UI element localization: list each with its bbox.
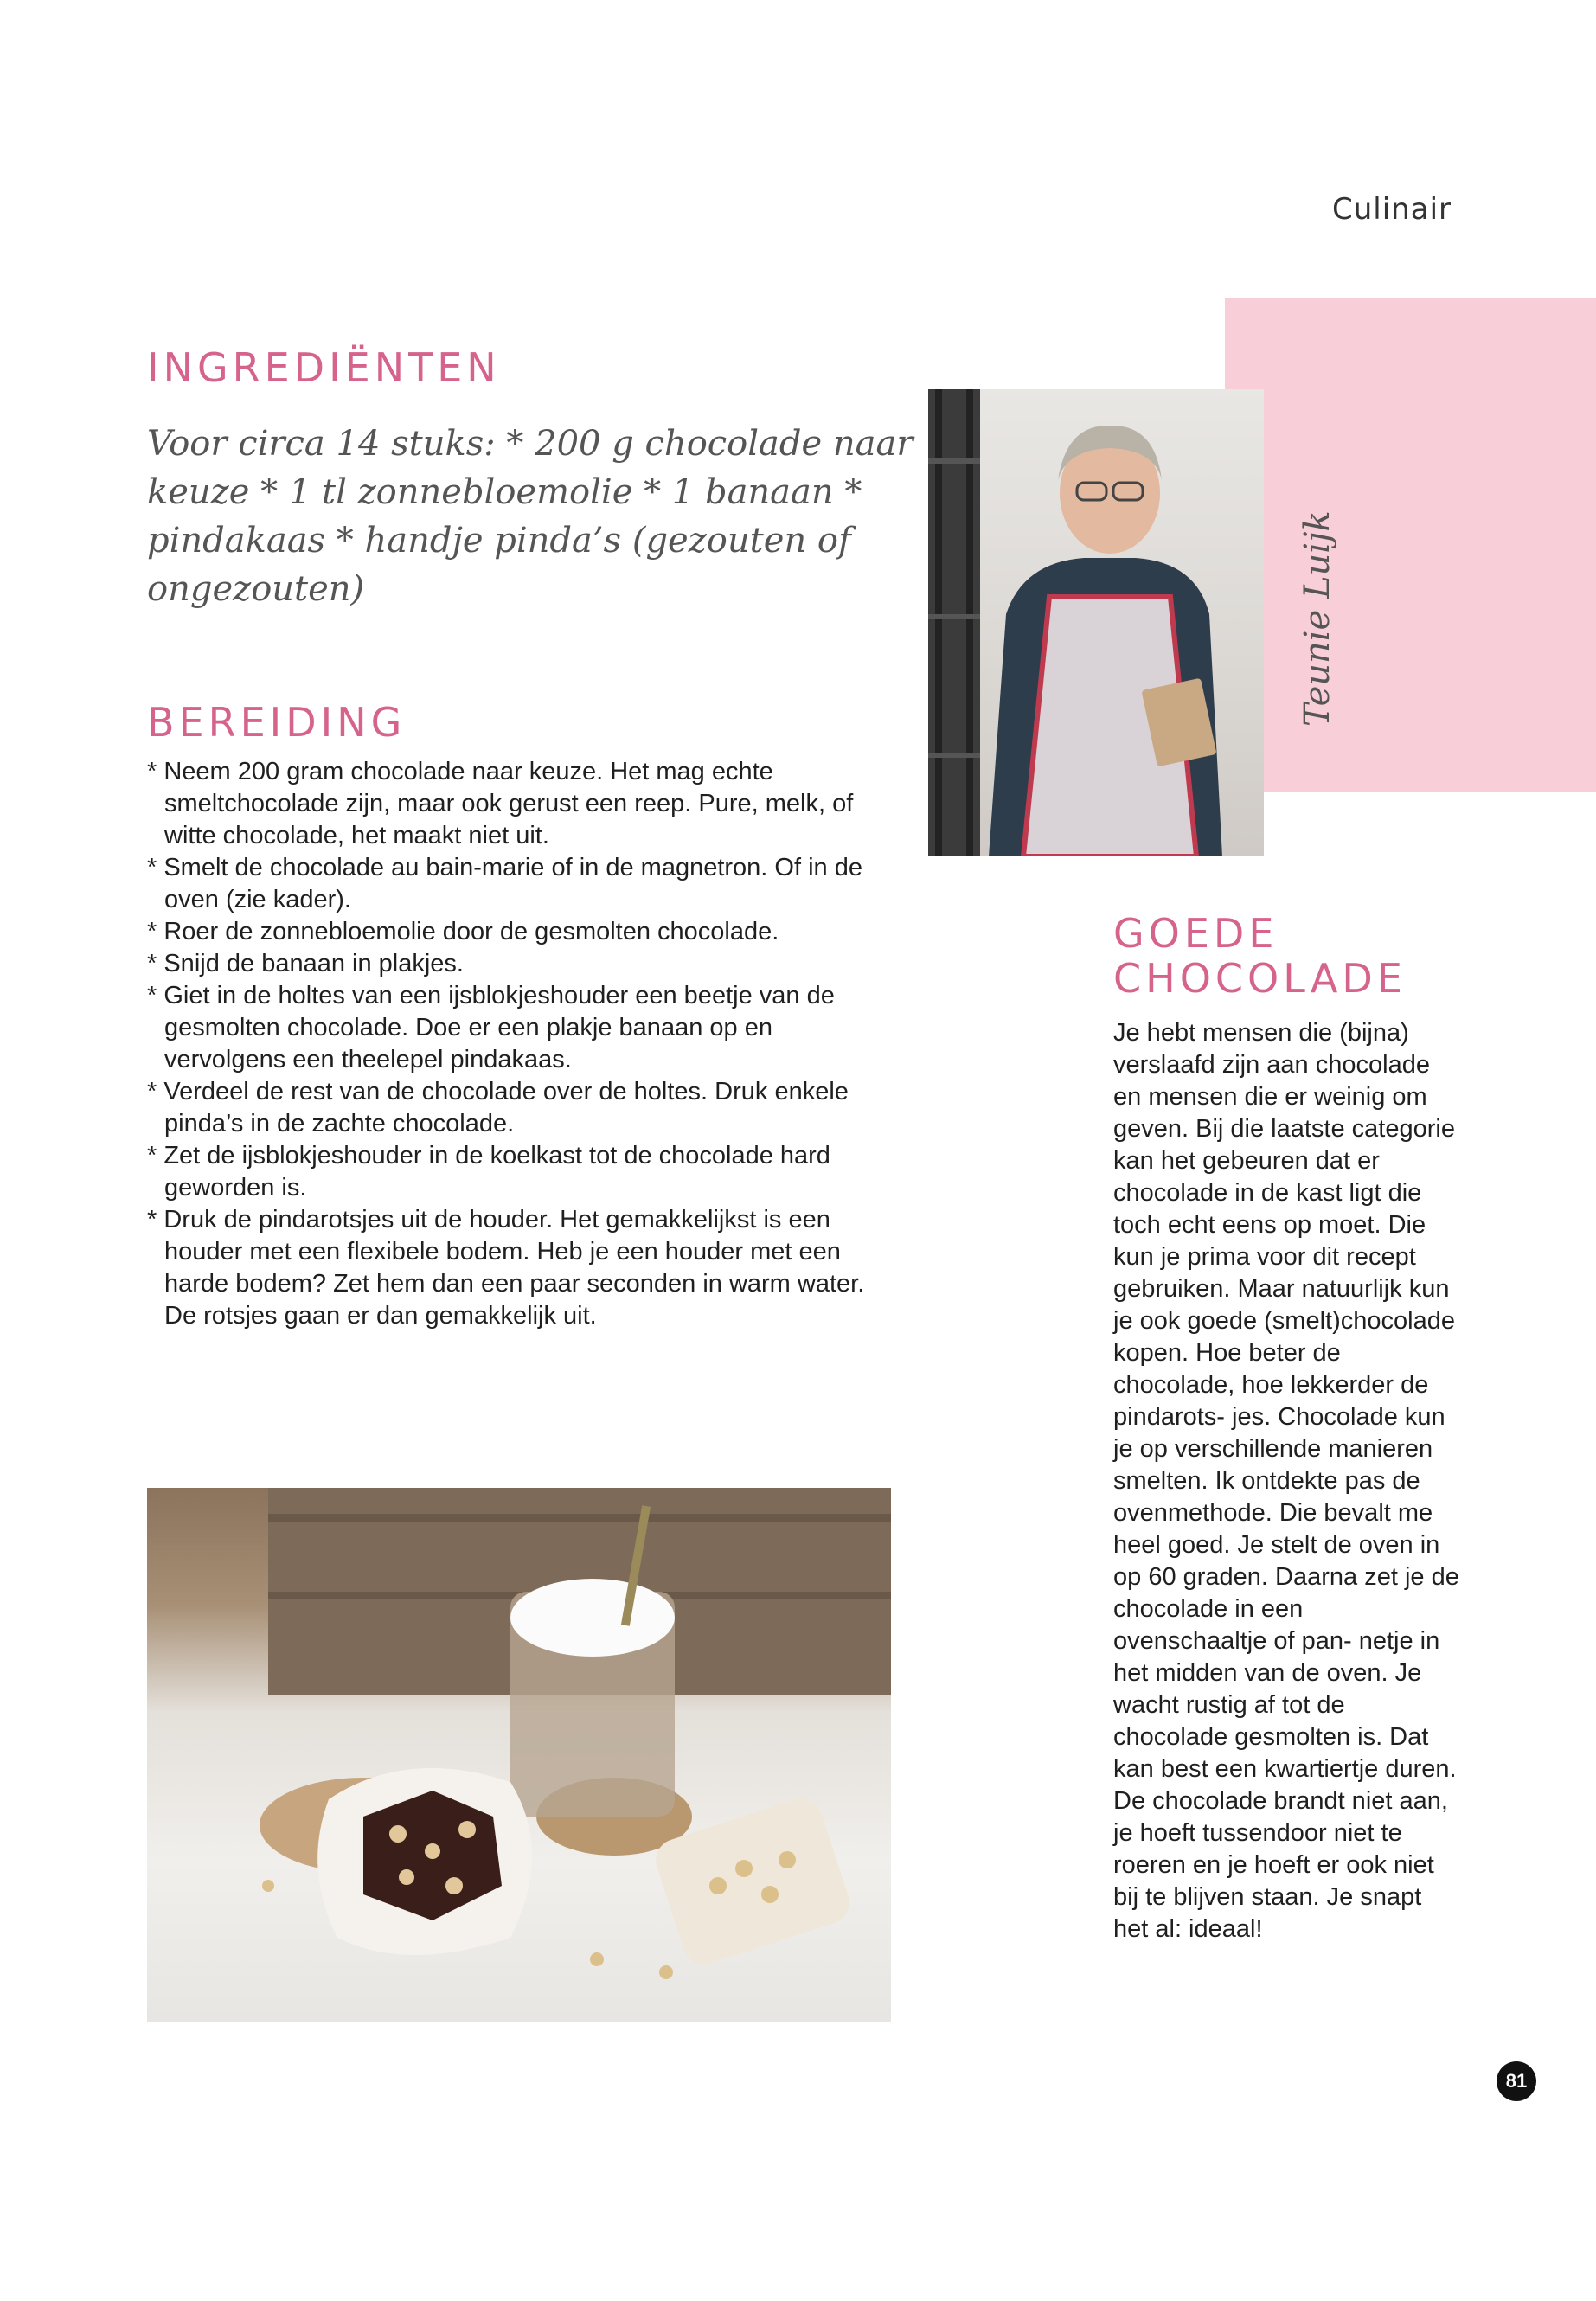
sidebar-text: Je hebt mensen die (bijna) verslaafd zijn aan chocolade en mensen die er weinig om geven. Bij die laatste categorie kan het gebeuren dat er chocolade in de kast ligt die toch echt eens op moet. Die kun je prima voor dit recept gebruiken. Maar natuurlijk kun je ook goede (smelt)chocolade kopen. Hoe beter de chocolade, hoe lekkerder de pindarots- jes. Chocolade kun je op verschillende manieren smelten. Ik ontdekte pas de ovenmethode. Die bevalt me heel goed. Je stelt de oven in op 60 graden. Daarna zet je de chocolade in een ovenschaaltje of pan- netje in het midden van de oven. Je wacht rustig af tot de chocolade gesmolten is. Dat kan best een kwartiertje duren. De chocolade brandt niet aan, je hoeft tussendoor niet te roeren en je hoeft er ook niet bij te blijven staan. Je snapt het al: ideaal! — [1113, 1019, 1459, 1943]
step-item: * Zet de ijsblokjeshouder in de koelkast tot de chocolade hard geworden is. — [147, 1140, 874, 1204]
sidebar-heading-line-1: GOEDE — [1113, 910, 1279, 957]
pink-accent-block — [1225, 298, 1596, 792]
author-photo — [928, 389, 1264, 856]
step-item: * Snijd de banaan in plakjes. — [147, 948, 874, 980]
sidebar-heading-line-2: CHOCOLADE — [1113, 955, 1407, 1002]
section-label: Culinair — [1332, 192, 1452, 227]
step-item: * Smelt de chocolade au bain-marie of in de magnetron. Of in de oven (zie kader). — [147, 852, 874, 916]
preparation-heading: BEREIDING — [147, 699, 407, 746]
food-photo — [147, 1488, 891, 2022]
step-item: * Neem 200 gram chocolade naar keuze. Het mag echte smeltchocolade zijn, maar ook gerust een reep. Pure, melk, of witte chocolade, het maakt niet uit. — [147, 756, 874, 852]
author-illustration — [928, 389, 1264, 856]
step-item: * Roer de zonnebloemolie door de gesmolten chocolade. — [147, 916, 874, 948]
step-item: * Verdeel de rest van de chocolade over de holtes. Druk enkele pinda’s in de zachte chocolade. — [147, 1076, 874, 1140]
step-item: * Giet in de holtes van een ijsblokjeshouder een beetje van de gesmolten chocolade. Doe er een plakje banaan op en vervolgens een theelepel pindakaas. — [147, 980, 874, 1076]
step-item: * Druk de pindarotsjes uit de houder. Het gemakkelijkst is een houder met een flexibele bodem. Heb je een houder met een harde bodem? Zet hem dan een paar seconden in warm water. De rotsjes gaan er dan gemakkelijk uit. — [147, 1204, 874, 1332]
ingredients-text: Voor circa 14 stuks: * 200 g chocolade naar keuze * 1 tl zonnebloemolie * 1 banaan * pindakaas * handje pinda’s (gezouten of ongezouten) — [147, 424, 913, 609]
food-illustration — [147, 1488, 891, 2022]
ingredients-heading: INGREDIËNTEN — [147, 344, 501, 391]
page-number-badge: 81 — [1497, 2061, 1536, 2101]
preparation-steps — [147, 756, 874, 1332]
author-name: Teunie Luijk — [1298, 510, 1337, 727]
